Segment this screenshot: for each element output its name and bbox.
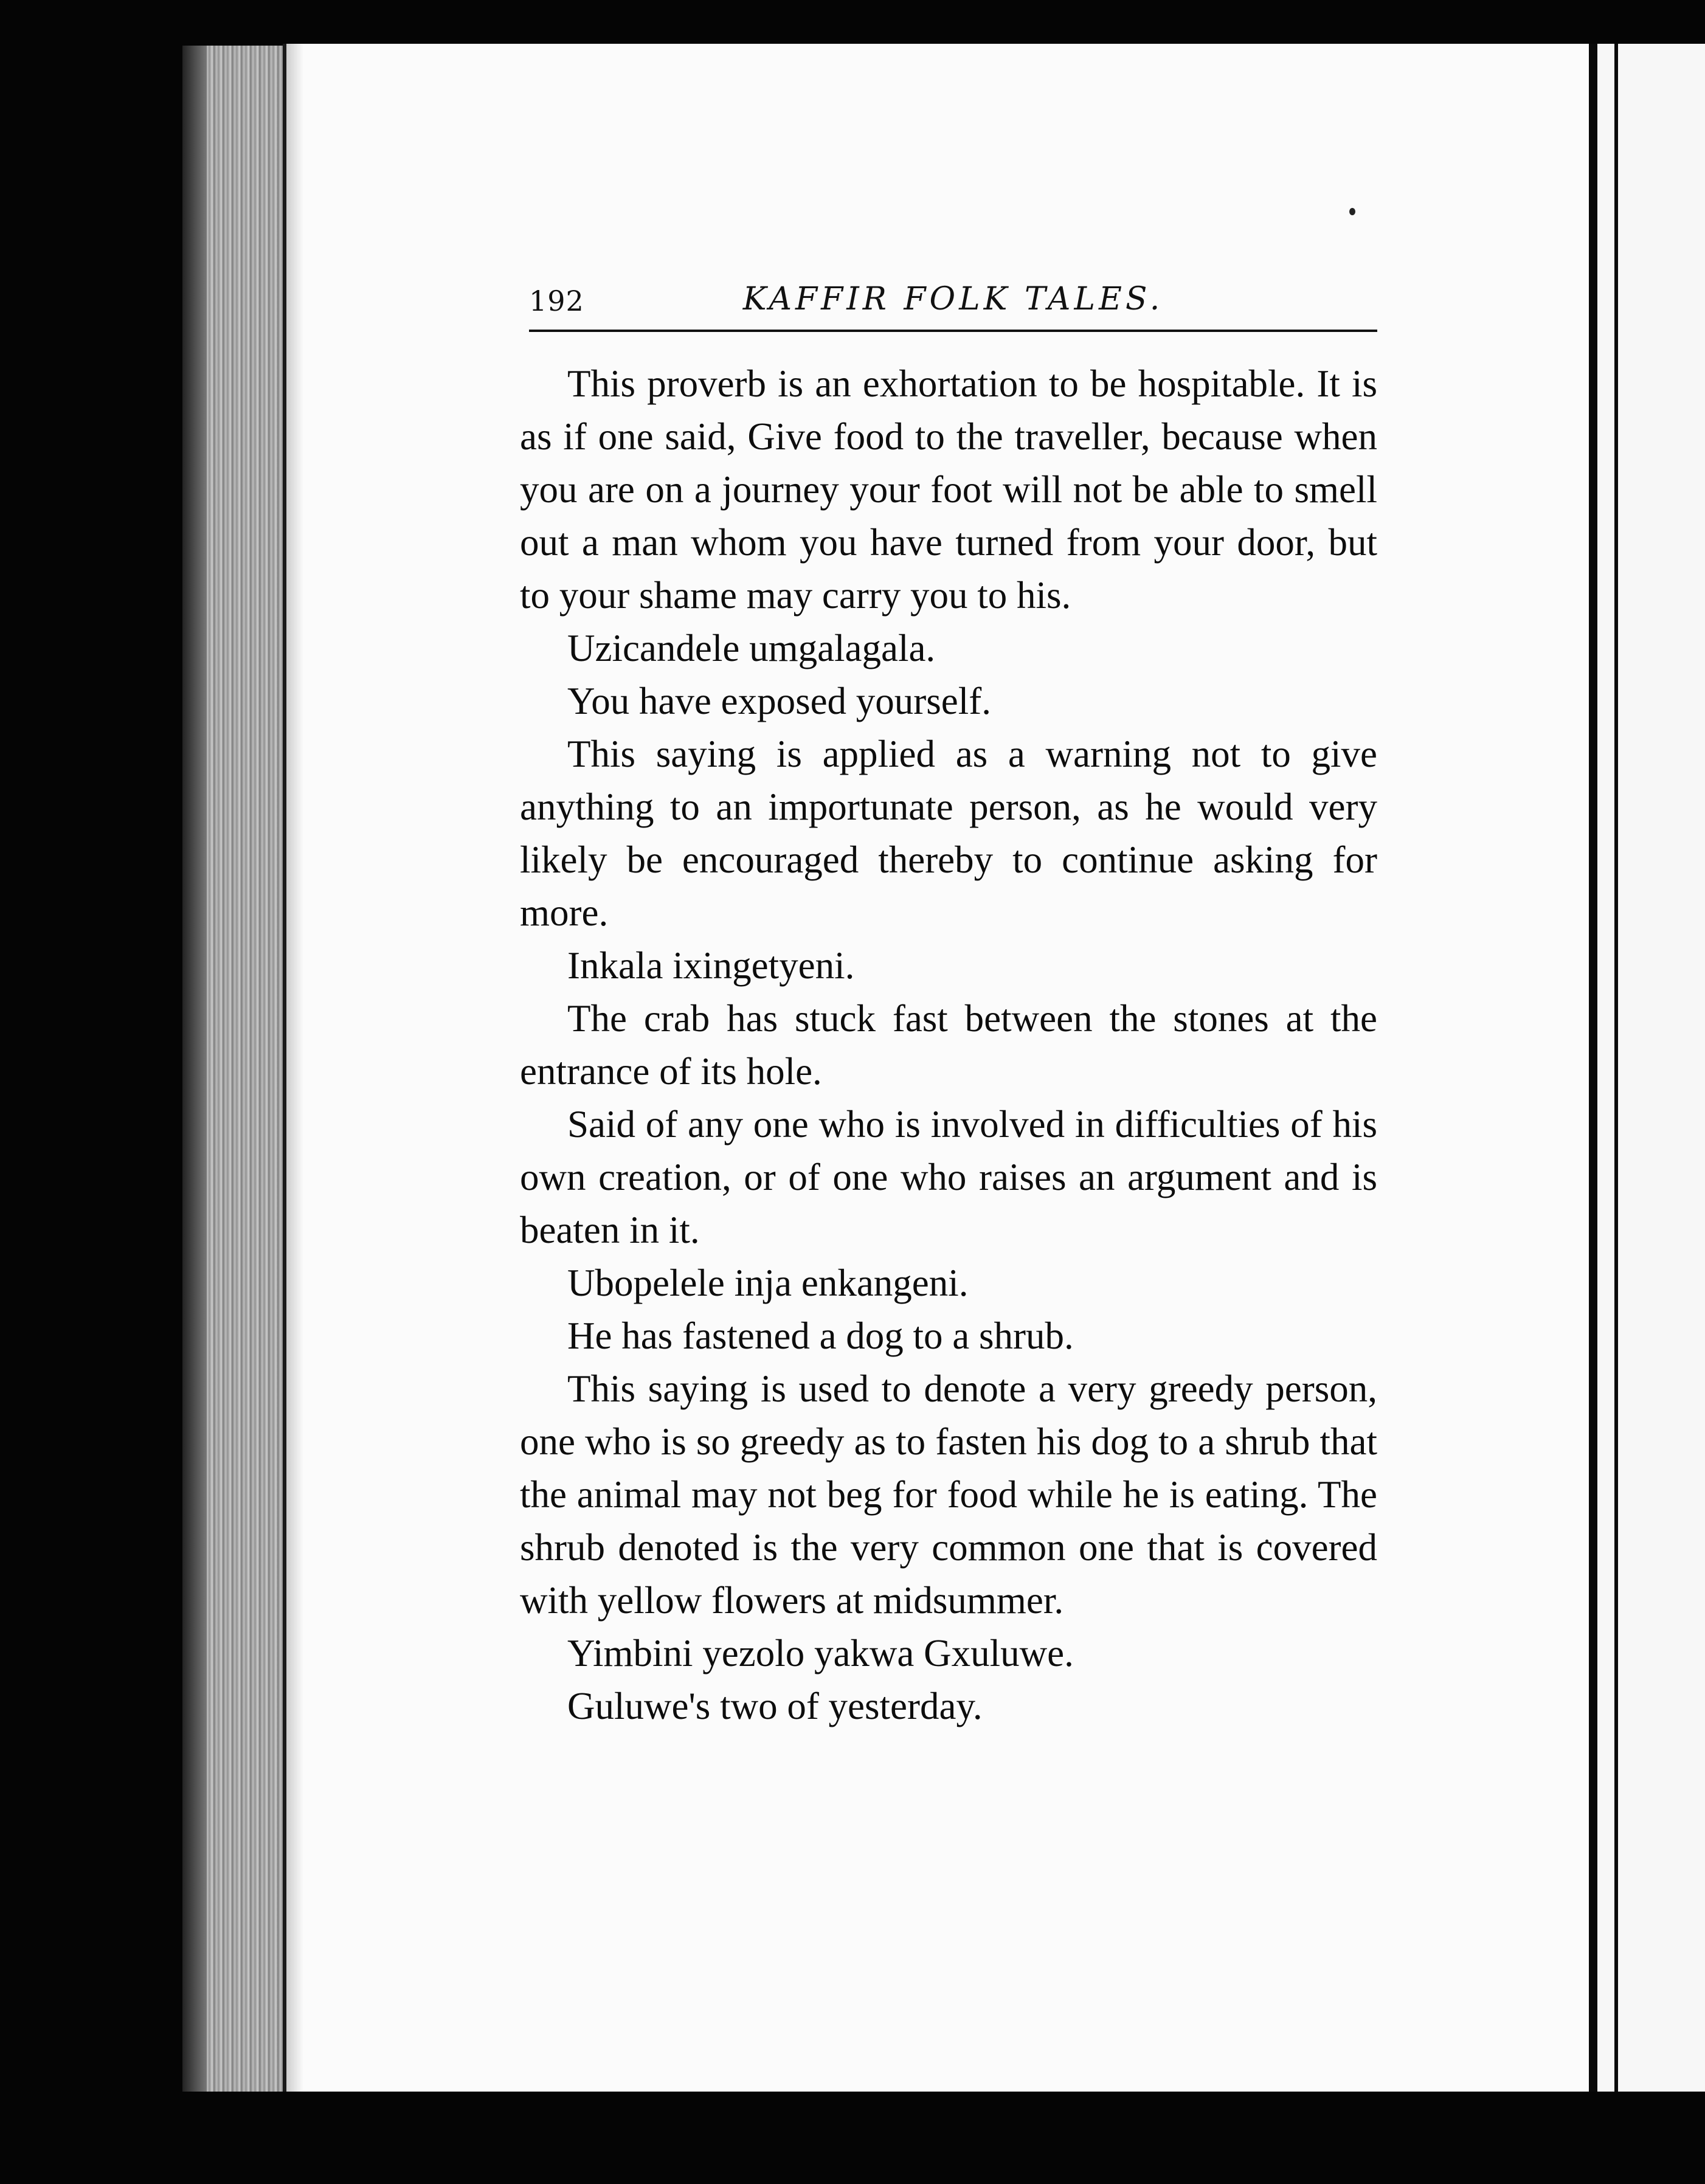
running-title: KAFFIR FOLK TALES.	[742, 281, 1164, 317]
running-head	[529, 274, 1377, 334]
ink-speck	[1349, 208, 1355, 215]
paragraph: This proverb is an exhortation to be hospitable. It is as if one said, Give food to the traveller, because when you are on a journey your foot will not be able to smell out a man whom you have turned from your door, but to your shame may carry you to his.	[520, 362, 1377, 617]
proverb: Yimbini yezolo yakwa Gxuluwe.	[567, 1632, 1074, 1674]
page-number: 192	[529, 285, 584, 317]
proverb-translation: The crab has stuck fast between the stones at the entrance of its hole.	[520, 997, 1377, 1093]
page-edges-stack	[182, 46, 289, 2092]
paragraph: Said of any one who is involved in difficulties of his own creation, or of one who raises an argument and is beaten in it.	[520, 1103, 1377, 1251]
proverb: Uzicandele umgalagala.	[567, 627, 936, 669]
proverb-translation: He has fastened a dog to a shrub.	[567, 1315, 1074, 1357]
header-rule	[529, 330, 1377, 332]
proverb-translation: You have exposed yourself.	[567, 680, 991, 722]
paragraph: This saying is used to denote a very greedy person, one who is so greedy as to fasten his dog to a shrub that the animal may not beg for food while he is eating. The shrub denoted is the very common one that is covered with yellow flowers at midsummer.	[520, 1367, 1377, 1622]
body-text	[520, 358, 1377, 1733]
facing-page-edge	[1589, 44, 1705, 2092]
proverb: Ubopelele inja enkangeni.	[567, 1262, 969, 1304]
proverb-translation: Guluwe's two of yesterday.	[567, 1685, 983, 1727]
proverb: Inkala ixingetyeni.	[567, 944, 855, 987]
paragraph: This saying is applied as a warning not to give anything to an importunate person, as he would very likely be encouraged thereby to continue asking for more.	[520, 733, 1377, 934]
